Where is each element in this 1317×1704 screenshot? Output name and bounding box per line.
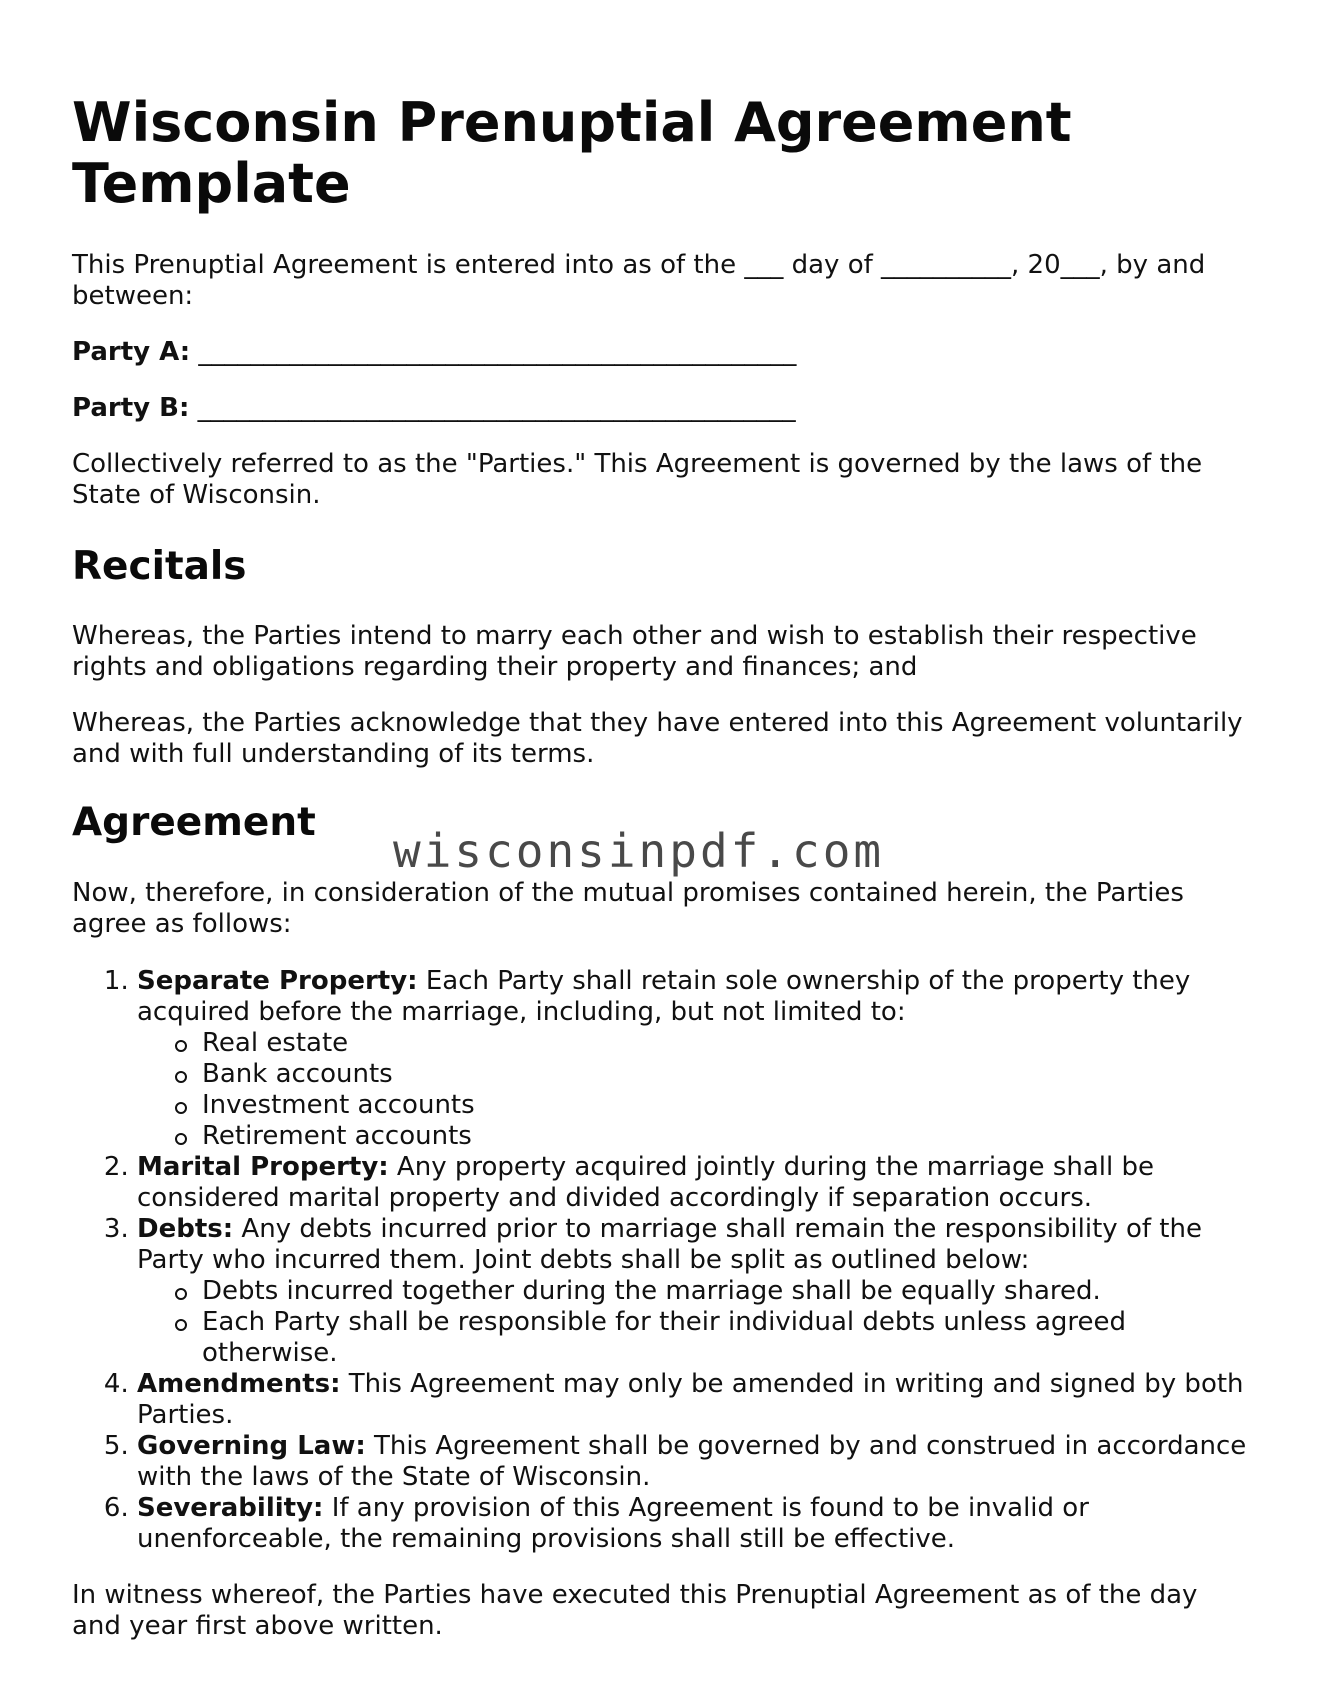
term-text: Any debts incurred prior to marriage shall remain the responsibility of the Party who incurred them. Joint debts shall be split as outlined below: [137, 1214, 1202, 1275]
term-title: Debts: [137, 1214, 234, 1244]
term-item [137, 1152, 1252, 1214]
collective-paragraph: Collectively referred to as the "Parties." This Agreement is governed by the laws of the State of Wisconsin. [72, 449, 1203, 510]
sublist-item: Each Party shall be responsible for their individual debts unless agreed otherwise. [202, 1307, 1252, 1369]
term-sublist [137, 1276, 1252, 1369]
party-b-label: Party B: [72, 393, 190, 423]
term-title: Amendments: [137, 1369, 341, 1399]
term-item [137, 966, 1252, 1152]
party-b-line [72, 393, 1252, 424]
term-text: Each Party shall retain sole ownership of the property they acquired before the marriage, including, but not limited to: [137, 966, 1191, 1027]
document-page [72, 0, 1252, 1642]
recital-paragraph: Whereas, the Parties acknowledge that they have entered into this Agreement voluntarily and with full understanding of its terms. [72, 708, 1243, 769]
term-item [137, 1493, 1252, 1555]
term-text: If any provision of this Agreement is found to be invalid or unenforceable, the remaining provisions shall still be effective. [137, 1493, 1089, 1554]
closing-paragraph: In witness whereof, the Parties have executed this Prenuptial Agreement as of the day and year first above written. [72, 1580, 1198, 1641]
term-text: Any property acquired jointly during the marriage shall be considered marital property and divided accordingly if separation occurs. [137, 1152, 1154, 1213]
recitals-heading: Recitals [72, 544, 247, 589]
term-text: This Agreement shall be governed by and construed in accordance with the laws of the State of Wisconsin. [137, 1431, 1247, 1492]
party-a-line [72, 337, 1252, 368]
sublist-item: Retirement accounts [202, 1121, 1252, 1152]
term-title: Separate Property: [137, 966, 418, 996]
term-item [137, 1214, 1252, 1369]
recital-paragraph: Whereas, the Parties intend to marry each other and wish to establish their respective rights and obligations regarding their property and finances; and [72, 621, 1197, 682]
sublist-item: Investment accounts [202, 1090, 1252, 1121]
sublist-item: Debts incurred together during the marriage shall be equally shared. [202, 1276, 1252, 1307]
party-b-blank: ______________________________________________ [197, 393, 796, 423]
term-title: Marital Property: [137, 1152, 389, 1182]
document-title: Wisconsin Prenuptial Agreement Template [72, 91, 1072, 215]
term-sublist [137, 1028, 1252, 1152]
terms-list [72, 966, 1252, 1555]
party-a-label: Party A: [72, 337, 191, 367]
term-item [137, 1431, 1252, 1493]
watermark: wisconsinpdf.com [393, 824, 885, 878]
term-title: Governing Law: [137, 1431, 366, 1461]
term-text: This Agreement may only be amended in writing and signed by both Parties. [137, 1369, 1244, 1430]
term-item [137, 1369, 1252, 1431]
term-title: Severability: [137, 1493, 324, 1523]
agreement-intro: Now, therefore, in consideration of the mutual promises contained herein, the Parties agree as follows: [72, 878, 1184, 939]
agreement-heading: Agreement [72, 800, 316, 845]
sublist-item: Real estate [202, 1028, 1252, 1059]
sublist-item: Bank accounts [202, 1059, 1252, 1090]
intro-paragraph: This Prenuptial Agreement is entered into as of the ___ day of __________, 20___, by and between: [72, 250, 1206, 311]
party-a-blank: ______________________________________________ [198, 337, 797, 367]
